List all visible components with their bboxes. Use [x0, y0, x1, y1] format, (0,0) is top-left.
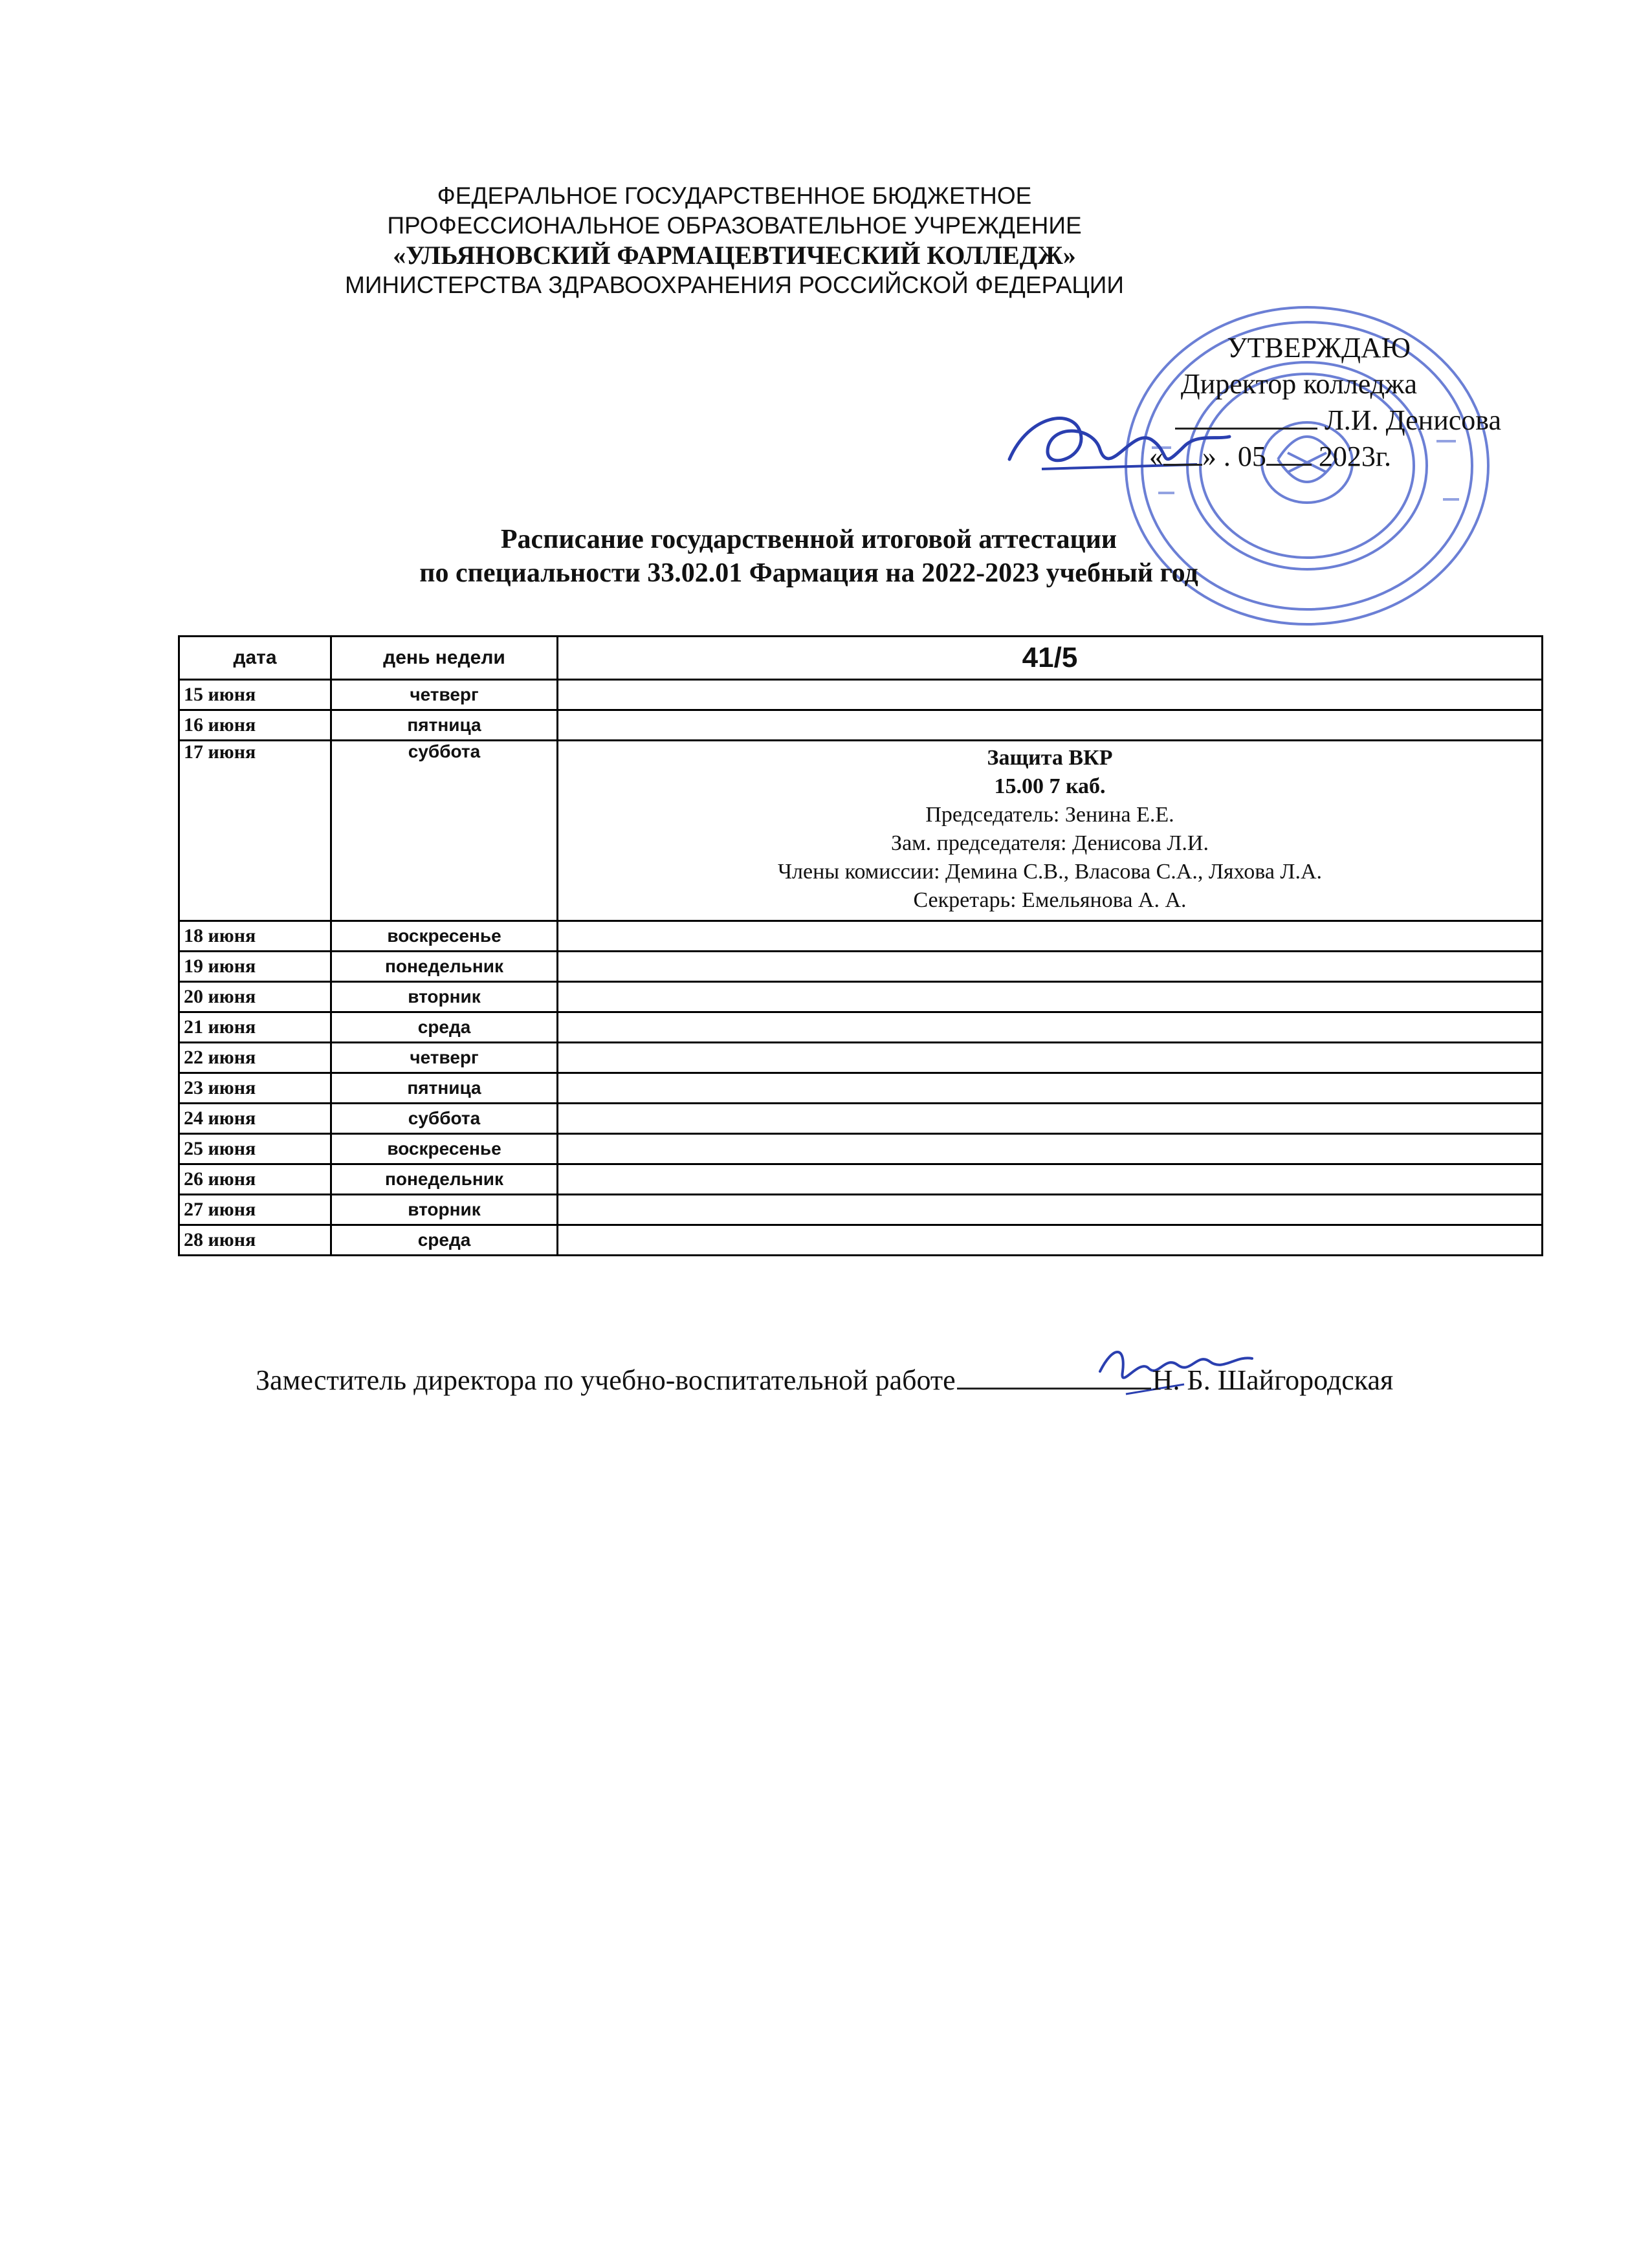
row-weekday: суббота	[331, 741, 558, 921]
row-date: 15 июня	[179, 680, 331, 710]
row-weekday: воскресенье	[331, 921, 558, 952]
approval-date-year: 2023г.	[1318, 441, 1391, 472]
header-weekday: день недели	[331, 637, 558, 680]
approval-signature-line	[1175, 404, 1317, 430]
event-deputy: Зам. председателя: Денисова Л.И.	[891, 831, 1209, 855]
org-line-4: МИНИСТЕРСТВА ЗДРАВООХРАНЕНИЯ РОССИЙСКОЙ ФЕДЕРАЦИИ	[345, 272, 1124, 298]
table-row	[179, 952, 1543, 982]
row-date: 18 июня	[179, 921, 331, 952]
row-event-empty	[558, 952, 1543, 982]
event-secretary: Секретарь: Емельянова А. А.	[913, 888, 1187, 912]
row-event-empty	[558, 921, 1543, 952]
row-event-empty	[558, 710, 1543, 741]
row-event-empty	[558, 982, 1543, 1012]
table-row	[179, 1073, 1543, 1104]
row-event-empty	[558, 1225, 1543, 1256]
row-date: 25 июня	[179, 1134, 331, 1164]
approval-name-line	[1035, 402, 1501, 439]
event-time-room: 15.00 7 каб.	[994, 774, 1106, 798]
row-weekday: вторник	[331, 982, 558, 1012]
row-weekday: четверг	[331, 680, 558, 710]
row-date: 28 июня	[179, 1225, 331, 1256]
table-row	[179, 1225, 1543, 1256]
row-weekday: четверг	[331, 1043, 558, 1073]
schedule-table	[178, 635, 1543, 1256]
approval-date-prefix: «	[1149, 441, 1163, 472]
table-row	[179, 680, 1543, 710]
table-row	[179, 982, 1543, 1012]
approval-heading: УТВЕРЖДАЮ	[1227, 332, 1411, 364]
row-date: 21 июня	[179, 1012, 331, 1043]
approval-date-mid: » . 05	[1202, 441, 1266, 472]
approval-name: Л.И. Денисова	[1324, 404, 1501, 436]
document-title	[0, 523, 1650, 590]
row-date: 16 июня	[179, 710, 331, 741]
org-line-2: ПРОФЕССИОНАЛЬНОЕ ОБРАЗОВАТЕЛЬНОЕ УЧРЕЖДЕНИЕ	[387, 212, 1082, 239]
table-header-row	[179, 637, 1543, 680]
row-weekday: среда	[331, 1012, 558, 1043]
title-line-1: Расписание государственной итоговой аттестации	[500, 525, 1117, 554]
row-date: 23 июня	[179, 1073, 331, 1104]
row-date: 20 июня	[179, 982, 331, 1012]
row-date: 19 июня	[179, 952, 331, 982]
footer-signature-line	[957, 1362, 1151, 1390]
table-row	[179, 1012, 1543, 1043]
row-date: 27 июня	[179, 1195, 331, 1225]
org-line-3: «УЛЬЯНОВСКИЙ ФАРМАЦЕВТИЧЕСКИЙ КОЛЛЕДЖ»	[393, 241, 1076, 270]
approval-date-blank	[1266, 441, 1312, 466]
event-members: Члены комиссии: Демина С.В., Власова С.А., Ляхова Л.А.	[777, 860, 1323, 884]
event-chair: Председатель: Зенина Е.Е.	[925, 803, 1174, 827]
row-weekday: пятница	[331, 1073, 558, 1104]
event-title: Защита ВКР	[987, 746, 1113, 770]
table-row	[179, 1043, 1543, 1073]
footer-name: Н. Б. Шайгородская	[1152, 1364, 1394, 1396]
table-row	[179, 1195, 1543, 1225]
footer-position: Заместитель директора по учебно-воспитательной работе	[256, 1364, 956, 1396]
table-row	[179, 710, 1543, 741]
row-event-empty	[558, 1164, 1543, 1195]
row-event-empty	[558, 1134, 1543, 1164]
approval-date-day	[1163, 441, 1202, 466]
row-date: 26 июня	[179, 1164, 331, 1195]
approval-position: Директор колледжа	[1180, 368, 1417, 400]
approval-block	[1035, 330, 1501, 475]
table-row	[179, 921, 1543, 952]
row-weekday: понедельник	[331, 952, 558, 982]
row-event-empty	[558, 1195, 1543, 1225]
title-line-2: по специальности 33.02.01 Фармация на 2022-2023 учебный год	[419, 558, 1198, 588]
table-row	[179, 1104, 1543, 1134]
header-date: дата	[179, 637, 331, 680]
header-group: 41/5	[558, 637, 1543, 680]
row-date: 24 июня	[179, 1104, 331, 1134]
row-weekday: среда	[331, 1225, 558, 1256]
row-date: 17 июня	[179, 741, 331, 921]
row-event-empty	[558, 1104, 1543, 1134]
row-event-empty	[558, 680, 1543, 710]
approval-date	[1035, 439, 1501, 475]
row-event-empty	[558, 1043, 1543, 1073]
row-event-empty	[558, 1073, 1543, 1104]
row-weekday: вторник	[331, 1195, 558, 1225]
row-weekday: суббота	[331, 1104, 558, 1134]
row-event-empty	[558, 1012, 1543, 1043]
row-weekday: воскресенье	[331, 1134, 558, 1164]
table-row	[179, 1134, 1543, 1164]
org-line-1: ФЕДЕРАЛЬНОЕ ГОСУДАРСТВЕННОЕ БЮДЖЕТНОЕ	[437, 182, 1032, 209]
footer-signature	[256, 1362, 1393, 1397]
row-date: 22 июня	[179, 1043, 331, 1073]
row-weekday: понедельник	[331, 1164, 558, 1195]
organization-header	[0, 181, 1650, 300]
event-cell	[558, 741, 1543, 921]
row-weekday: пятница	[331, 710, 558, 741]
table-row	[179, 1164, 1543, 1195]
table-row	[179, 741, 1543, 921]
